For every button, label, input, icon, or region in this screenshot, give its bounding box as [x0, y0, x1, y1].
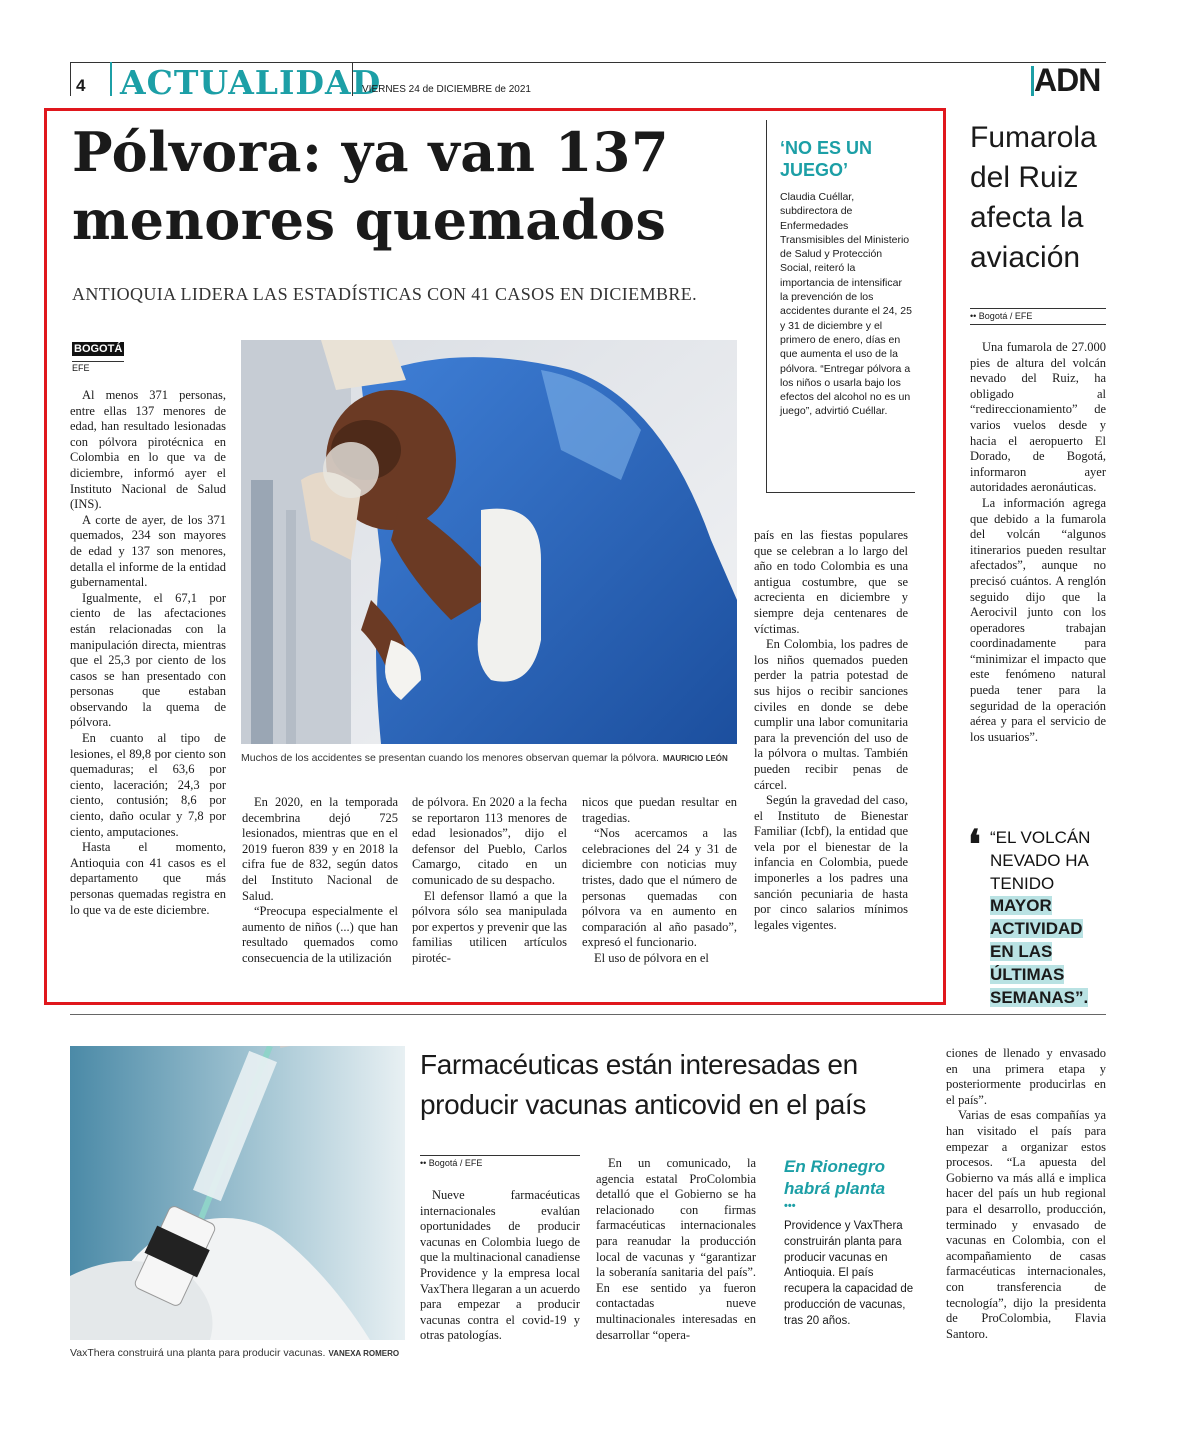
section-divider: [70, 1014, 1106, 1015]
pull-quote-highlight: [990, 894, 1108, 1009]
pull-quote: “EL VOLCÁN NEVADO HA TENIDO: [990, 828, 1091, 893]
paragraph: Según la gravedad del caso, el Instituto de Bienestar Familiar (Icbf), la entidad que vela por el bienestar de la infancia en Colombia, puede imponerles a los padres una sanción pecuniaria de hasta por cinco salarios mínimos legales vigentes.: [754, 793, 908, 932]
paragraph: En 2020, en la temporada decembrina dejó 725 lesionados, mientras que en el 2019 fueron 839 y en 2018 la cifra fue de 832, según datos del Instituto Nacional de Salud.: [242, 795, 398, 903]
dateline-agency: EFE: [72, 361, 124, 373]
paragraph: “Nos acercamos a las celebraciones del 24 y 31 de diciembre con noticias muy tristes, dado que el número de personas quemadas con pólvora va en aumento en comparación al año pasado”, expresó el funcionario.: [582, 826, 737, 950]
paragraph: En Colombia, los padres de los niños quemados pueden perder la patria potestad de sus hijos o recibir sanciones civiles en donde se debe cumplir una labor comunitaria para la prevención del uso de la pólvora o multas. También pueden recibir penas de cárcel.: [754, 637, 908, 792]
article-column: [70, 388, 226, 918]
paragraph: Al menos 371 personas, entre ellas 137 menores de edad, han resultado lesionadas con pólvora pirotécnica en Colombia en lo que va de diciembre, informó ayer el Instituto Nacional de Salud (INS).: [70, 388, 226, 512]
photo-credit: VANEXA ROMERO: [328, 1349, 400, 1358]
photo-illustration: [241, 340, 737, 744]
paragraph: de pólvora. En 2020 a la fecha se reportaron 113 menores de edad lesionados”, dijo el defensor del Pueblo, Carlos Camargo, citado en un comunicado de su despacho.: [412, 795, 567, 887]
page-number: 4: [76, 76, 86, 95]
paragraph: nicos que puedan resultar en tragedias.: [582, 795, 737, 825]
issue-date: VIERNES 24 de DICIEMBRE de 2021: [362, 84, 531, 95]
paragraph: Varias de esas compañías ya han visitado el país para empezar a organizar estos procesos. “La apuesta del Gobierno va más allá e implica hacer del país un hub regional para el desarrollo, producción, terminado y envasado de vacunas en Colombia, con el acompañamiento de casas farmacéuticas internacionales, con transferencia de tecnología”, dijo la presidenta de ProColombia, Flavia Santoro.: [946, 1108, 1106, 1341]
article-column: [420, 1188, 580, 1344]
paragraph: Una fumarola de 27.000 pies de altura del volcán nevado del Ruiz, ha obligado al “redireccionamiento” de varios vuelos desde y hacia el aeropuerto El Dorado, de Bogotá, informaron ayer autoridades aeronáuticas.: [970, 340, 1106, 495]
article-column: [582, 795, 737, 967]
dots-icon: •••: [784, 1200, 796, 1212]
photo-credit: MAURICIO LEÓN: [662, 754, 728, 763]
paragraph: Hasta el momento, Antioquia con 41 casos es el departamento que más personas quemadas registra en lo que va de este diciembre.: [70, 840, 226, 917]
caption-text: Muchos de los accidentes se presentan cuando los menores observan quemar la pólvora.: [241, 752, 659, 764]
box-text: Providence y VaxThera construirán planta para producir vacunas en Antioquia. El país recupera la capacidad de producción de vacunas, tras 20 años.: [784, 1220, 914, 1327]
header-divider: [70, 62, 71, 96]
main-subheadline: ANTIOQUIA LIDERA LAS ESTADÍSTICAS CON 41 CASOS EN DICIEMBRE.: [72, 284, 698, 304]
dateline: •• Bogotá / EFE: [420, 1155, 580, 1168]
photo-caption: [241, 752, 728, 764]
paragraph: Igualmente, el 67,1 por ciento de las afectaciones están relacionadas con la manipulación directa, mientras que el 25,3 por ciento de los casos se han presentado con personas que estaban observando la quema de pólvora.: [70, 590, 226, 730]
paragraph: ciones de llenado y envasado en una primera etapa y posteriormente producirlas en el país”.: [946, 1046, 1106, 1107]
sidebar-title: ‘NO ES UN JUEGO’: [780, 138, 873, 180]
photo-caption: [70, 1347, 399, 1359]
paragraph: A corte de ayer, de los 371 quemados, 234 son mayores de edad y 137 son menores, detalla el informe de la entidad gubernamental.: [70, 512, 226, 590]
caption-text: VaxThera construirá una planta para producir vacunas.: [70, 1347, 326, 1359]
main-headline: Pólvora: ya van 137 menores quemados: [72, 120, 670, 252]
paragraph: En cuanto al tipo de lesiones, el 89,8 por ciento son quemaduras; el 63,6 por ciento, laceración; 24,3 por ciento, contusión; 8,6 por ciento, daño ocular y 7,8 por ciento, amputaciones.: [70, 731, 226, 839]
article-column: [596, 1156, 756, 1343]
paragraph: Nueve farmacéuticas internacionales evalúan oportunidades de producir vacunas en Colombia luego de que la multinacional canadiense Providence y la empresa local VaxThera llegaran a un acuerdo para empezar a producir vacunas contra el covid-19 y otras patologías.: [420, 1188, 581, 1343]
quote-icon: ❛: [968, 823, 981, 867]
news-photo-child-burn: [241, 340, 737, 744]
fumarola-headline: Fumarola del Ruiz afecta la aviación: [970, 121, 1097, 274]
paragraph: “Preocupa especialmente el aumento de niños (...) que han resultado quemados como consecuencia de la utilización: [242, 904, 398, 965]
paragraph: La información agrega que debido a la fumarola del volcán “algunos itinerarios pueden resultar afectados”, aunque no precisó cuántos. A renglón seguido dijo que la Aerocivil junto con los operadores trabajan coordinadamente para “minimizar el impacto que este fenómeno natural pueda tener para la seguridad de la operación aérea y para el servicio de los usuarios”.: [970, 495, 1106, 744]
highlight-text: MAYOR ACTIVIDAD EN LAS ÚLTIMAS SEMANAS”.: [990, 896, 1089, 1007]
news-photo-vaccine: [70, 1046, 405, 1340]
paragraph: El uso de pólvora en el: [594, 950, 709, 965]
dateline: •• Bogotá / EFE: [970, 308, 1106, 325]
article-column: [242, 795, 398, 967]
pharma-headline: Farmacéuticas están interesadas en producir vacunas anticovid en el país: [420, 1049, 866, 1120]
paragraph: país en las fiestas populares que se celebran a lo largo del año en todo Colombia es una antigua costumbre, que se acrecienta en diciembre y siempre deja centenares de víctimas.: [754, 528, 908, 636]
box-title: En Rionegro habrá planta: [784, 1157, 886, 1198]
dateline-city: BOGOTÁ: [74, 343, 123, 355]
newspaper-logo: ADN: [1034, 62, 1101, 98]
article-column: [412, 795, 567, 967]
paragraph: El defensor llamó a que la pólvora sólo sea manipulada por expertos y prevenir que las familias utilicen artículos pirotéc-: [412, 888, 567, 965]
article-column: [970, 340, 1106, 745]
article-column: [754, 528, 908, 933]
paragraph: En un comunicado, la agencia estatal ProColombia detalló que el Gobierno se ha relacionado con firmas farmacéuticas internacionales para reanudar la producción local de vacunas y “garantizar la soberanía sanitaria del país”. En ese sentido ya fueron contactadas nueve multinacionales interesadas en desarrollar “opera-: [596, 1156, 756, 1342]
header-divider: [110, 62, 112, 96]
photo-illustration: [70, 1046, 405, 1340]
sidebar-text: Claudia Cuéllar, subdirectora de Enfermedades Transmisibles del Ministerio de Salud y Protección Social, reiteró la importancia de intensificar la prevención de los accidentes durante el 24, 25 y 31 de diciembre y el primero de enero, días en que aumenta el uso de la pólvora. “Entregar pólvora a los niños o usarla bajo los efectos del alcohol no es un juego”, advirtió Cuéllar.: [780, 191, 912, 418]
section-title: ACTUALIDAD: [120, 63, 382, 102]
article-column: [946, 1046, 1106, 1342]
